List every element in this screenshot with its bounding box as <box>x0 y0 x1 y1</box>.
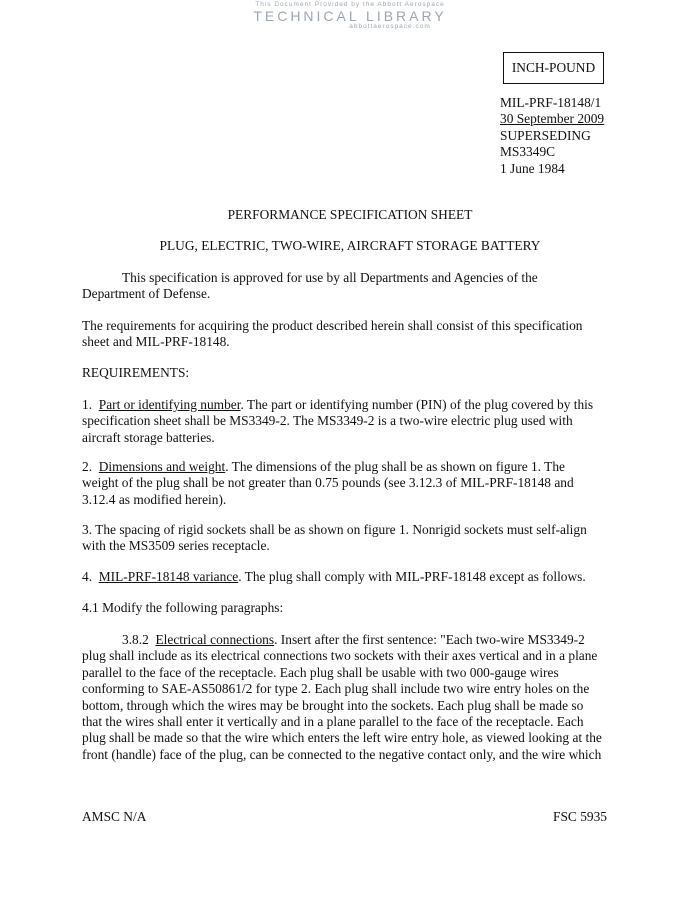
approval-statement <box>82 270 622 303</box>
paragraph-4-heading: MIL-PRF-18148 variance <box>98 569 239 584</box>
paragraph-2-heading: Dimensions and weight <box>98 459 226 474</box>
paragraph-2-line-3: 3.12.4 as modified herein). <box>82 491 227 507</box>
paragraph-3 <box>82 522 622 555</box>
paragraph-1-line-3: aircraft storage batteries. <box>82 429 215 445</box>
paragraph-2-line-1: . The dimensions of the plug shall be as shown on figure 1. The <box>225 459 566 474</box>
item-title: PLUG, ELECTRIC, TWO-WIRE, AIRCRAFT STORAGE BATTERY <box>159 238 541 253</box>
paragraph-1-heading: Part or identifying number <box>98 397 241 412</box>
paragraph-3-8-2-line: bottom, through which the wires may be brought into the sockets. Each plug shall be made so <box>82 697 584 713</box>
paragraph-3-8-2-heading: Electrical connections <box>155 632 275 647</box>
paragraph-4-number: 4. <box>82 569 93 584</box>
footer-fsc: FSC 5935 <box>553 809 607 824</box>
document-date: 30 September 2009 <box>500 111 605 127</box>
paragraph-3-8-2-line: plug shall include as its electrical connections two sockets with their axes vertical and in a plane <box>82 648 598 664</box>
paragraph-4-1: 4.1 Modify the following paragraphs: <box>82 600 284 615</box>
paragraph-4 <box>82 569 622 585</box>
paragraph-2-number: 2. <box>82 459 93 474</box>
paragraph-3-8-2-line: conforming to SAE-AS50861/2 for type 2. Each plug shall include two wire entry holes on the <box>82 681 590 697</box>
inch-pound-box: INCH-POUND <box>503 52 604 84</box>
requirements-intro-line-2: sheet and MIL-PRF-18148. <box>82 334 230 350</box>
paragraph-3-8-2-line-1: . Insert after the first sentence: "Each two-wire MS3349-2 <box>274 632 585 647</box>
paragraph-3-line-1: 3. The spacing of rigid sockets shall be as shown on figure 1. Nonrigid sockets must self-align <box>82 522 587 537</box>
sheet-type-title: PERFORMANCE SPECIFICATION SHEET <box>227 207 473 222</box>
approval-line-2: Department of Defense. <box>82 286 211 302</box>
paragraph-3-8-2-line: plug shall be made so that the wire which enters the left wire entry hole, as viewed looking at the <box>82 730 602 746</box>
watermark-provider-line: This Document Provided by the Abbott Aerospace <box>255 1 445 8</box>
paragraph-4-line-1: . The plug shall comply with MIL-PRF-18148 except as follows. <box>238 569 586 584</box>
requirements-intro <box>82 318 622 351</box>
paragraph-3-8-2-line: that the wires shall enter it vertically and in a plane parallel to the face of the receptacle. Each <box>82 714 584 730</box>
paragraph-1-line-2: specification sheet shall be MS3349-2. The MS3349-2 is a two-wire electric plug used with <box>82 413 573 429</box>
watermark-url: abbottaerospace.com <box>349 23 431 30</box>
superseded-document: MS3349C <box>500 144 556 160</box>
paragraph-3-8-2-line: parallel to the face of the receptacle. Each plug shall be usable with two 000-gauge wires <box>82 664 559 680</box>
watermark-title: TECHNICAL LIBRARY <box>253 8 447 24</box>
paragraph-1-line-1: . The part or identifying number (PIN) of the plug covered by this <box>240 397 594 412</box>
paragraph-3-8-2 <box>82 632 622 763</box>
paragraph-3-8-2-number: 3.8.2 <box>122 632 149 647</box>
approval-line-1: This specification is approved for use by all Departments and Agencies of the <box>122 270 538 285</box>
document-number: MIL-PRF-18148/1 <box>500 95 602 110</box>
superseding-label: SUPERSEDING <box>500 127 591 143</box>
requirements-heading: REQUIREMENTS: <box>82 365 190 380</box>
paragraph-3-line-2: with the MS3509 series receptacle. <box>82 538 270 554</box>
requirements-intro-line-1: The requirements for acquiring the product described herein shall consist of this specification <box>82 318 583 333</box>
superseded-date: 1 June 1984 <box>500 160 565 176</box>
document-header <box>500 95 604 177</box>
paragraph-3-8-2-line: front (handle) face of the plug, can be connected to the negative contact only, and the wire which <box>82 746 602 762</box>
paragraph-2-line-2: weight of the plug shall be not greater than 0.75 pounds (see 3.12.3 of MIL-PRF-18148 and <box>82 475 574 491</box>
paragraph-1 <box>82 397 622 446</box>
footer-amsc: AMSC N/A <box>82 809 147 824</box>
paragraph-2 <box>82 459 622 508</box>
paragraph-1-number: 1. <box>82 397 93 412</box>
